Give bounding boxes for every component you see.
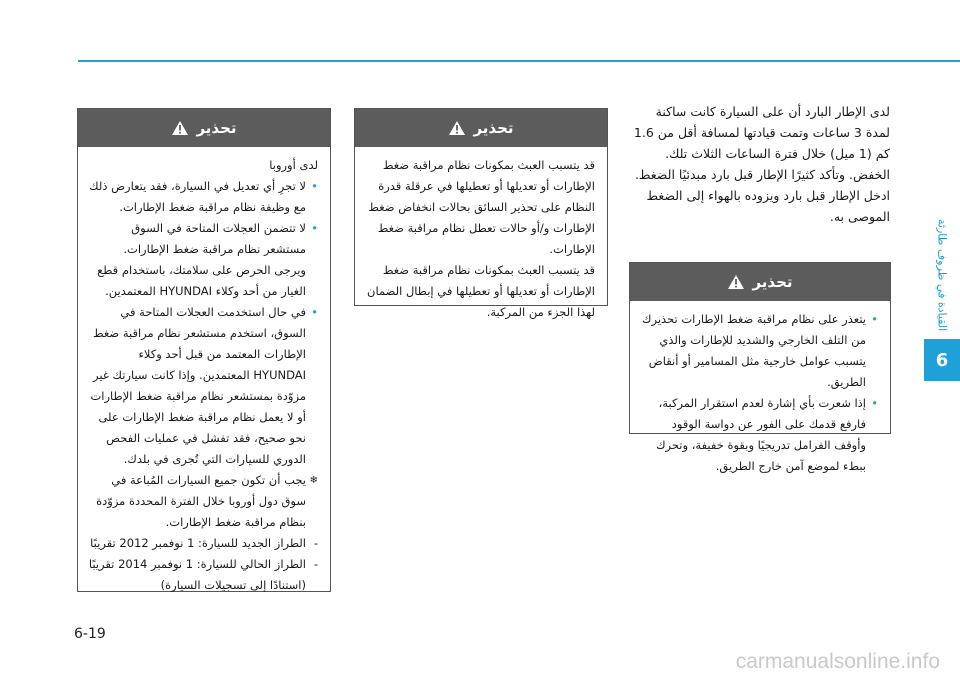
warning-box-left-column [77, 108, 331, 592]
section-title: القيادة في ظروف طارئة [935, 219, 949, 332]
warning-heading: تحذير [752, 273, 793, 291]
list-item: • إذا شعرت بأي إشارة لعدم استقرار المركبة، فارفع قدمك على الفور عن دواسة الوقود وأوقف الفرامل تدريجيًا وبقوة خفيفة، وتحرك ببطء لموضع آمن خارج الطريق. [640, 393, 878, 477]
warning-paragraph: قد يتسبب العبث بمكونات نظام مراقبة ضغط الإطارات أو تعديلها أو تعطيلها في عرقلة قدرة النظام على تحذير السائق بحالات انخفاض ضغط الإطارات و/أو حالات تعطل نظام مراقبة ضغط الإطارات. [368, 158, 595, 256]
warning-triangle-icon [727, 274, 745, 290]
warning-box-right-column [629, 262, 891, 473]
warning-body [78, 147, 330, 604]
region-label: لدى أوروبا [269, 158, 318, 172]
warning-box-middle-column [354, 108, 608, 319]
page-number: 6-19 [74, 626, 106, 642]
list-item: • لا تجرِ أي تعديل في السيارة، فقد يتعارض ذلك مع وظيفة نظام مراقبة ضغط الإطارات. [88, 176, 318, 218]
warning-body [355, 147, 607, 331]
warning-triangle-icon [448, 120, 466, 136]
warning-body [630, 301, 890, 485]
warning-header [355, 109, 607, 147]
warning-header [630, 263, 890, 301]
top-rule [78, 60, 960, 62]
list-item: • يتعذر على نظام مراقبة ضغط الإطارات تحذيرك من التلف الخارجي والشديد للإطارات والذي يتسبب عوامل خارجية مثل المسامير أو أنقاض الطريق. [640, 309, 878, 393]
warning-heading: تحذير [473, 119, 514, 137]
date-item: - الطراز الحالي للسيارة: 1 نوفمبر 2014 تقريبًا (استنادًا إلى تسجيلات السيارة) [88, 554, 318, 596]
intro-paragraph: لدى الإطار البارد أن على السيارة كانت ساكنة لمدة 3 ساعات وتمت قيادتها لمسافة أقل من 1.6 كم (1 ميل) خلال فترة الساعات الثلاث تلك. الخفض. وتأكد كثيرًا الإطار قبل بارد مبدئيًا الضغط. ادخل الإطار قبل بارد ويزوده بالهواء إلى الضغط الموصى به. [633, 104, 890, 224]
list-item: • في حال استخدمت العجلات المتاحة في السوق، استخدم مستشعر نظام مراقبة ضغط الإطارات المعتمد من قبل أحد وكلاء HYUNDAI المعتمدين. وإذا كانت سيارتك غير مزوّدة بمستشعر نظام مراقبة ضغط الإطارات أو لا يعمل نظام مراقبة ضغط الإطارات على نحو صحيح، فقد تفشل في عمليات الفحص الدوري للسيارات التي تُجرى في بلدك. [88, 302, 318, 470]
watermark: carmanualsonline.info [735, 650, 940, 673]
warning-heading: تحذير [196, 119, 237, 137]
warning-triangle-icon [171, 120, 189, 136]
note-item: ❄ يجب أن تكون جميع السيارات المُباعة في سوق دول أوروبا خلال الفترة المحددة مزوّدة بنظام مراقبة ضغط الإطارات. [88, 470, 318, 533]
section-number-tab: 6 [924, 339, 960, 381]
warning-header [78, 109, 330, 147]
warning-paragraph: قد يتسبب العبث بمكونات نظام مراقبة ضغط الإطارات أو تعديلها أو تعطيلها في إبطال الضمان لهذا الجزء من المركبة. [367, 263, 595, 319]
list-item: • لا تتضمن العجلات المتاحة في السوق مستشعر نظام مراقبة ضغط الإطارات. ويرجى الحرص على سلامتك، باستخدام قطع الغيار من أحد وكلاء HYUNDAI المعتمدين. [88, 218, 318, 302]
date-item: - الطراز الجديد للسيارة: 1 نوفمبر 2012 تقريبًا [88, 533, 318, 554]
